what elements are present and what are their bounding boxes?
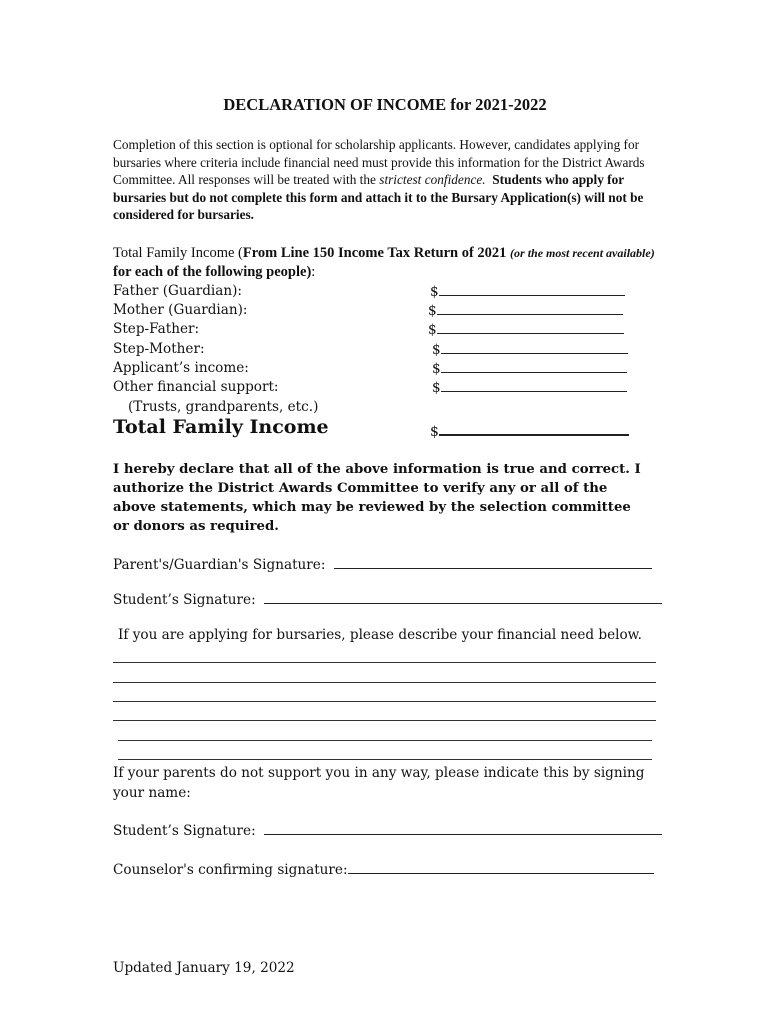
intro-text: Completion of this section is optional for scholarship applicants. However, candidates applying for bursaries where criteria include financial need must provide this information for the District Awards Committee. All responses will be treated with the (113, 137, 645, 187)
updated-date: Updated January 19, 2022 (113, 960, 295, 976)
counselor-signature-row[interactable] (113, 860, 654, 880)
other-support-label: Other financial support: (113, 379, 279, 395)
applicant-income-label: Applicant’s income: (113, 360, 249, 376)
parent-signature-row[interactable] (113, 555, 652, 575)
currency-symbol: $ (432, 380, 441, 396)
intro-paragraph (113, 136, 658, 224)
income-header-colon: : (311, 263, 316, 280)
income-section-header (113, 244, 673, 281)
stepmother-income-label: Step-Mother: (113, 341, 205, 357)
father-income-field[interactable] (430, 282, 625, 301)
other-support-note: (Trusts, grandparents, etc.) (128, 399, 319, 415)
mother-income-line (437, 301, 623, 315)
parent-signature-line[interactable] (334, 555, 652, 569)
counselor-signature-label: Counselor's confirming signature: (113, 862, 348, 878)
mother-income-field[interactable] (428, 301, 623, 320)
currency-symbol: $ (432, 342, 441, 358)
student-signature-line[interactable] (264, 821, 662, 835)
income-header-tail: for each of the following people) (113, 263, 312, 280)
financial-need-line[interactable] (113, 682, 656, 683)
total-income-field[interactable] (430, 420, 629, 440)
income-header-source: From Line 150 Income Tax Return of 2021 (242, 245, 507, 261)
financial-need-line[interactable] (118, 759, 652, 760)
currency-symbol: $ (430, 424, 439, 440)
other-support-field[interactable] (432, 378, 627, 397)
student-signature-line[interactable] (264, 590, 662, 604)
counselor-signature-line[interactable] (348, 860, 654, 874)
student-signature-row[interactable] (113, 590, 662, 610)
financial-need-line[interactable] (113, 662, 656, 663)
currency-symbol: $ (430, 284, 439, 300)
financial-need-line[interactable] (113, 720, 656, 721)
applicant-income-line (441, 359, 627, 373)
income-header-note: (or the most recent available) (510, 246, 655, 260)
other-support-line (441, 378, 627, 392)
student-signature-row-2[interactable] (113, 821, 662, 841)
currency-symbol: $ (428, 303, 437, 319)
currency-symbol: $ (428, 322, 437, 338)
no-support-instruction: If your parents do not support you in any way, please indicate this by signing your name: (113, 765, 645, 801)
currency-symbol: $ (432, 361, 441, 377)
stepfather-income-label: Step-Father: (113, 321, 200, 337)
total-income-line (439, 420, 629, 436)
intro-warning: Students who apply for bursaries but do not complete this form and attach it to the Bursary Application(s) will not be considered for bursaries. (113, 172, 644, 222)
student-signature-label: Student’s Signature: (113, 823, 260, 839)
stepfather-income-line (437, 320, 624, 334)
stepfather-income-field[interactable] (428, 320, 624, 339)
parent-signature-label: Parent's/Guardian's Signature: (113, 557, 330, 573)
declaration-statement: I hereby declare that all of the above information is true and correct. I authorize the District Awards Committee to verify any or all of the above statements, which may be reviewed by the selection committee or donors as required. (113, 462, 641, 534)
stepmother-income-line (441, 340, 628, 354)
page-title: DECLARATION OF INCOME for 2021-2022 (223, 95, 547, 114)
stepmother-income-field[interactable] (432, 340, 628, 359)
father-income-line (439, 282, 625, 296)
financial-need-prompt: If you are applying for bursaries, please describe your financial need below. (118, 627, 643, 643)
intro-emphasis: strictest confidence. (379, 172, 486, 187)
financial-need-line[interactable] (118, 740, 652, 741)
student-signature-label: Student’s Signature: (113, 592, 260, 608)
income-header-lead: Total Family Income ( (113, 245, 243, 261)
total-income-label: Total Family Income (113, 416, 329, 438)
applicant-income-field[interactable] (432, 359, 627, 378)
mother-income-label: Mother (Guardian): (113, 302, 248, 318)
financial-need-line[interactable] (113, 701, 656, 702)
father-income-label: Father (Guardian): (113, 283, 243, 299)
